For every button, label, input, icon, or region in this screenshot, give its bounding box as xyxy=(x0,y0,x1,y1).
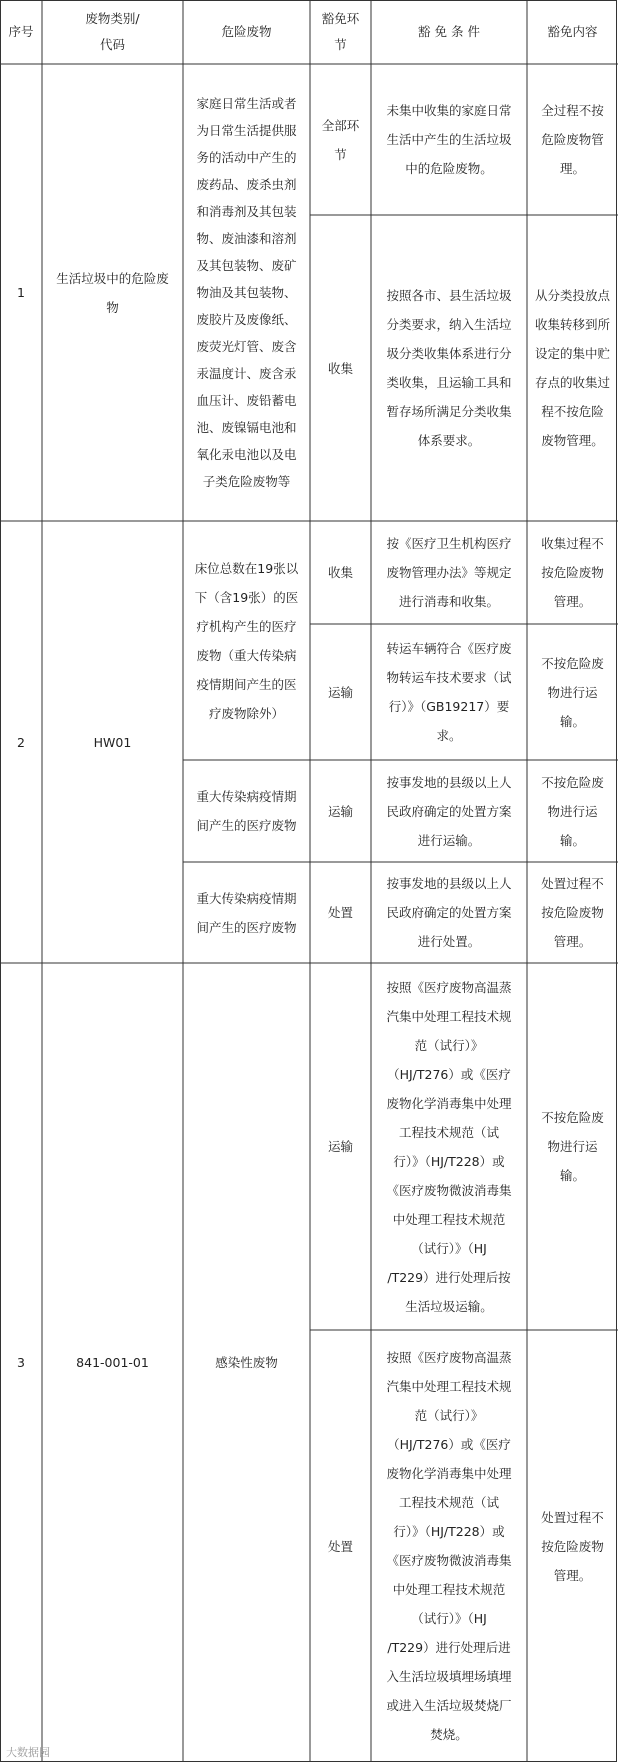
row1-stage-2: 收集 xyxy=(327,360,353,376)
row2-condition-2: 转运车辆符合《医疗废 物转运车技术要求（试 行）》（GB19217）要 求。 xyxy=(386,641,512,743)
row2-content-4: 处置过程不 按危险废物 管理。 xyxy=(541,876,604,949)
row3-waste: 感染性废物 xyxy=(215,1355,278,1370)
row1-content-2: 从分类投放点 收集转移到所 设定的集中贮 存点的收集过 程不按危险 废物管理。 xyxy=(534,288,610,448)
row2-content-3: 不按危险废 物进行运 输。 xyxy=(541,774,604,848)
row1-stage-1: 全部环 节 xyxy=(321,117,360,162)
row2-waste-1: 床位总数在19张以 下（含19张）的医 疗机构产生的医疗 废物（重大传染病 疫情期间产生的医 疗废物除外） xyxy=(194,560,299,721)
row2-seq: 2 xyxy=(17,734,25,750)
row2-stage-3: 运输 xyxy=(327,803,353,819)
row2-waste-2: 重大传染病疫情期 间产生的医疗废物 xyxy=(196,789,297,833)
row1-waste: 家庭日常生活或者 为日常生活提供服 务的活动中产生的 废药品、废杀虫剂 和消毒剂及其包装 物、废油漆和溶剂 及其包装物、废矿 物油及其包装物、 废胶片及废像纸、 废荧光灯管、废含 汞温度计、废含汞 血压计、废铅蓄电 池、废镍镉电池和 氧化汞电池以及电 子类危险废物等 xyxy=(196,96,297,489)
watermark: 大数据园 xyxy=(6,1746,50,1759)
row3-content-1: 不按危险废 物进行运 输。 xyxy=(541,1110,604,1183)
row2-content-2: 不按危险废 物进行运 输。 xyxy=(541,655,604,729)
row2-category: HW01 xyxy=(93,734,132,750)
row2-stage-2: 运输 xyxy=(327,684,353,700)
row1-content-1: 全过程不按 危险废物管 理。 xyxy=(541,103,604,176)
row1-category: 生活垃圾中的危险废 物 xyxy=(56,270,169,315)
row1-seq: 1 xyxy=(17,285,25,300)
row2-condition-1: 按《医疗卫生机构医疗 废物管理办法》等规定 进行消毒和收集。 xyxy=(386,536,512,609)
header-exempt-stage: 豁免环 节 xyxy=(321,11,360,52)
header-exempt-content: 豁免内容 xyxy=(547,24,598,39)
row3-stage-1: 运输 xyxy=(327,1139,353,1154)
row1-condition-1: 未集中收集的家庭日常 生活中产生的生活垃圾 中的危险废物。 xyxy=(386,103,512,176)
row3-condition-1: 按照《医疗废物高温蒸 汽集中处理工程技术规 范（试行）》 （HJ/T276）或《医疗 废物化学消毒集中处理 工程技术规范（试 行）》（HJ/T228）或 《医疗废物微波消毒集 中处理工程技术规范 （试行）》（HJ /T229）进行处理后按 生活垃圾运输。 xyxy=(386,979,512,1314)
row3-stage-2: 处置 xyxy=(327,1538,353,1554)
row3-category: 841-001-01 xyxy=(76,1355,149,1370)
header-waste: 危险废物 xyxy=(221,24,272,39)
row2-condition-3: 按事发地的县级以上人 民政府确定的处置方案 进行运输。 xyxy=(386,774,512,848)
row2-content-1: 收集过程不 按危险废物 管理。 xyxy=(541,536,604,609)
row3-condition-2: 按照《医疗废物高温蒸 汽集中处理工程技术规 范（试行）》 （HJ/T276）或《医疗 废物化学消毒集中处理 工程技术规范（试 行）》（HJ/T228）或 《医疗废物微波消毒集 中处理工程技术规范 （试行）》（HJ /T229）进行处理后进 入生活垃圾填埋场填埋 或进入生活垃圾焚烧厂 焚烧。 xyxy=(386,1350,512,1742)
header-seq: 序号 xyxy=(8,24,34,39)
header-category: 废物类别/ 代码 xyxy=(85,11,140,52)
row2-waste-3: 重大传染病疫情期 间产生的医疗废物 xyxy=(196,890,297,935)
row2-condition-4: 按事发地的县级以上人 民政府确定的处置方案 进行处置。 xyxy=(386,876,512,949)
row2-stage-4: 处置 xyxy=(327,905,353,920)
row3-content-2: 处置过程不 按危险废物 管理。 xyxy=(541,1509,604,1583)
row1-condition-2: 按照各市、县生活垃圾 分类要求，纳入生活垃 圾分类收集体系进行分 类收集，且运输工具和 暂存场所满足分类收集 体系要求。 xyxy=(386,288,512,448)
row3-seq: 3 xyxy=(17,1355,25,1370)
header-exempt-condition: 豁 免 条 件 xyxy=(418,24,480,39)
row2-stage-1: 收集 xyxy=(327,565,353,580)
